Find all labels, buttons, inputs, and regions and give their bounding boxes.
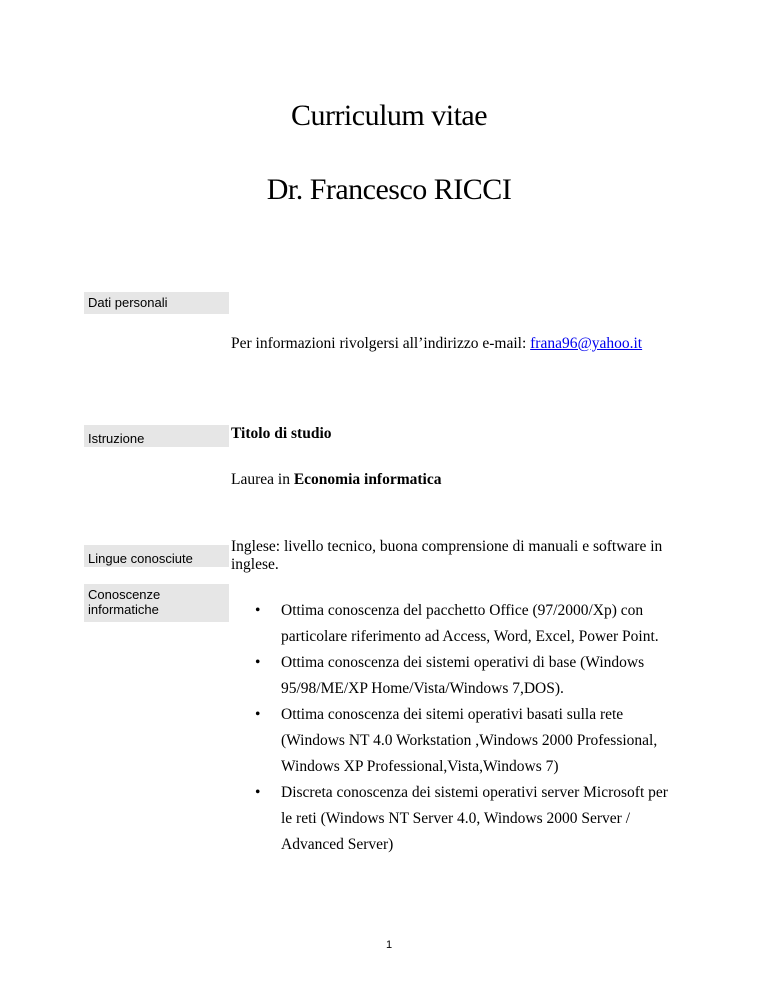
person-name: Dr. Francesco RICCI (266, 173, 512, 206)
degree-prefix: Laurea in (231, 471, 294, 488)
list-item (231, 598, 681, 650)
document-title: Curriculum vitae (290, 99, 488, 132)
bullet-icon: • (255, 654, 261, 671)
email-link[interactable]: frana96@yahoo.it (530, 335, 643, 352)
section-label-languages: Lingue conosciute (84, 545, 229, 567)
page-number: 1 (385, 939, 393, 951)
list-item (231, 702, 681, 780)
section-label-it-skills: Conoscenze informatiche (84, 584, 229, 622)
list-item-text: Ottima conoscenza del pacchetto Office (97/2000/Xp) con particolare riferimento ad Access, Word, Excel, Power Point. (281, 602, 659, 645)
it-skills-list (231, 598, 681, 858)
list-item (231, 650, 681, 702)
degree-subject: Economia informatica (293, 471, 442, 488)
list-item-text: Discreta conoscenza dei sistemi operativi server Microsoft per le reti (Windows NT Server 4.0, Windows 2000 Server / Advanced Server) (281, 784, 668, 853)
section-label-education: Istruzione (84, 425, 229, 447)
bullet-icon: • (255, 784, 261, 801)
list-item-text: Ottima conoscenza dei sistemi operativi di base (Windows 95/98/ME/XP Home/Vista/Windows 7,DOS). (281, 654, 645, 697)
list-item (231, 780, 681, 858)
section-label-personal: Dati personali (84, 292, 229, 314)
languages-text: Inglese: livello tecnico, buona comprensione di manuali e software in inglese. (231, 538, 663, 573)
list-item-text: Ottima conoscenza dei sitemi operativi basati sulla rete (Windows NT 4.0 Workstation ,Windows 2000 Professional, Windows XP Professional,Vista,Windows 7) (281, 706, 658, 775)
bullet-icon: • (255, 706, 261, 723)
contact-text: Per informazioni rivolgersi all’indirizzo e-mail: (231, 335, 531, 352)
bullet-icon: • (255, 602, 261, 619)
contact-info (231, 335, 642, 353)
education-heading: Titolo di studio (231, 425, 332, 442)
education-degree (231, 471, 442, 489)
